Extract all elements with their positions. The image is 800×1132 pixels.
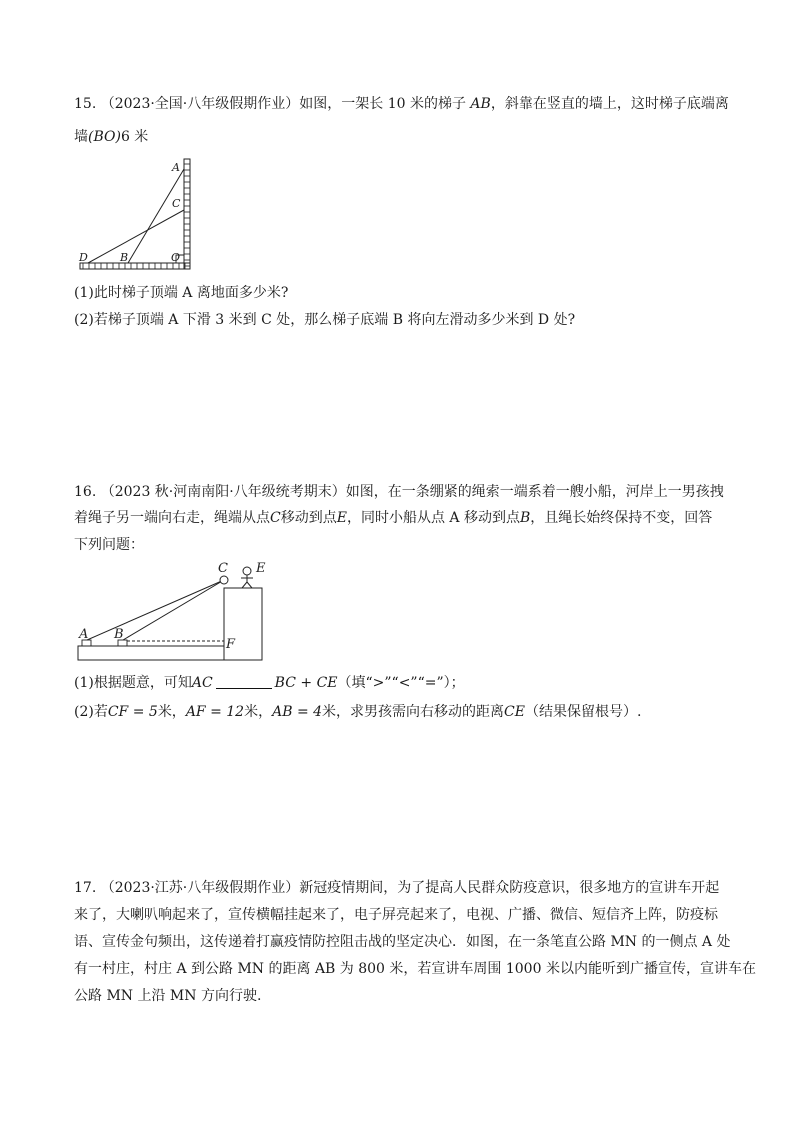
q16-part2-d: 米，求男孩需向右移动的距离 — [322, 704, 505, 720]
q16-part2 — [74, 702, 641, 722]
q16-part1-expr: BC + CE — [274, 675, 338, 691]
q16-part2-af: AF = 12 — [185, 704, 245, 720]
q17-number: 17. — [74, 880, 97, 896]
q15-part2: (2)若梯子顶端 A 下滑 3 米到 C 处，那么梯子底端 B 将向左滑动多少米到 D 处? — [74, 312, 576, 328]
q16-var-e: E — [336, 510, 347, 526]
q15-wall — [184, 159, 190, 269]
q17-source: （2023·江苏·八年级假期作业） — [100, 880, 300, 896]
q16-rope-bc — [123, 580, 224, 640]
q15-line-2 — [74, 127, 148, 147]
q16-label-b: B — [114, 627, 124, 642]
q15-ladder-figure — [74, 155, 204, 273]
q16-number: 16. — [74, 484, 97, 500]
q15-var-bo: (BO) — [88, 129, 121, 145]
q16-line-3: 下列问题： — [74, 537, 144, 553]
q17-line-5: 公路 MN 上沿 MN 方向行驶. — [74, 988, 262, 1004]
q16-line2-b: 移动到点 — [280, 510, 337, 526]
q15-ladder-ab — [128, 169, 184, 263]
q15-label-b: B — [120, 251, 129, 264]
q15-line-1 — [74, 94, 729, 114]
q16-line1-text: 如图，在一条绷紧的绳索一端系着一艘小船，河岸上一男孩拽 — [345, 484, 724, 500]
q16-part2-a: (2)若 — [74, 704, 108, 720]
q16-var-b: B — [519, 510, 531, 526]
q15-var-ab: AB — [470, 96, 491, 112]
q16-label-e: E — [256, 561, 266, 576]
q16-line-1 — [74, 482, 724, 502]
q16-line2-a: 着绳子另一端向右走，绳端从点 — [74, 510, 270, 526]
q17-line1-text: 新冠疫情期间，为了提高人民群众防疫意识，很多地方的宣讲车开起 — [299, 880, 720, 896]
q16-part2-c: 米， — [244, 704, 273, 720]
q16-label-c: C — [218, 561, 228, 576]
q16-label-a: A — [79, 627, 89, 642]
q16-line2-d: ，且绳长始终保持不变，回答 — [530, 510, 713, 526]
q16-part1-hint: （填“>”“<”“=”）； — [337, 675, 465, 691]
q17-line-2: 来了，大喇叭响起来了，宣传横幅挂起来了，电子屏亮起来了，电视、广播、微信、短信齐上阵，防疫标 — [74, 907, 718, 923]
q15-ladder-dc — [88, 210, 184, 263]
q16-part2-b: 米， — [157, 704, 186, 720]
q16-rope-ac — [87, 580, 224, 640]
q16-part2-ab: AB = 4 — [272, 704, 323, 720]
q16-source: （2023 秋·河南南阳·八年级统考期末） — [100, 484, 346, 500]
q15-number: 15. — [74, 96, 97, 112]
q16-part1 — [74, 673, 465, 693]
q17-line-3: 语、宣传金句频出，这传递着打赢疫情防控阻击战的坚定决心．如图，在一条笔直公路 MN 的一侧点 A 处 — [74, 934, 731, 950]
q16-part2-e: （结果保留根号）. — [524, 704, 642, 720]
q16-label-f: F — [226, 637, 236, 652]
q16-part1-ac: AC — [191, 675, 213, 691]
q15-stem-d: 6 米 — [120, 129, 149, 145]
q16-boat-figure — [74, 560, 274, 664]
q16-pulley-c — [220, 576, 228, 584]
q17-line-1 — [74, 878, 719, 898]
q17-line-4: 有一村庄，村庄 A 到公路 MN 的距离 AB 为 800 米，若宣讲车周围 1000 米以内能听到广播宣传，宣讲车在 — [74, 961, 756, 977]
q16-part2-cf: CF = 5 — [107, 704, 158, 720]
q16-line-2 — [74, 508, 712, 528]
q16-answer-blank[interactable] — [216, 674, 272, 689]
q16-water — [78, 646, 224, 660]
q15-stem-a: 如图，一架长 10 米的梯子 — [299, 96, 466, 112]
q15-label-c: C — [172, 197, 181, 210]
q15-label-d: D — [79, 251, 88, 264]
q16-var-c: C — [270, 510, 281, 526]
q15-stem-b: ，斜靠在竖直的墙上，这时梯子底端离 — [490, 96, 729, 112]
q16-boy-icon — [241, 567, 253, 588]
q15-part1: (1)此时梯子顶端 A 离地面多少米? — [74, 285, 289, 301]
q15-label-o: O — [171, 251, 181, 264]
q16-part2-ce: CE — [504, 704, 525, 720]
q15-label-a: A — [172, 161, 180, 174]
q16-line2-c: ，同时小船从点 A 移动到点 — [346, 510, 520, 526]
q15-stem-c: 墙 — [74, 129, 88, 145]
q15-source: （2023·全国·八年级假期作业） — [100, 96, 300, 112]
q16-part1-text: (1)根据题意，可知 — [74, 675, 192, 691]
